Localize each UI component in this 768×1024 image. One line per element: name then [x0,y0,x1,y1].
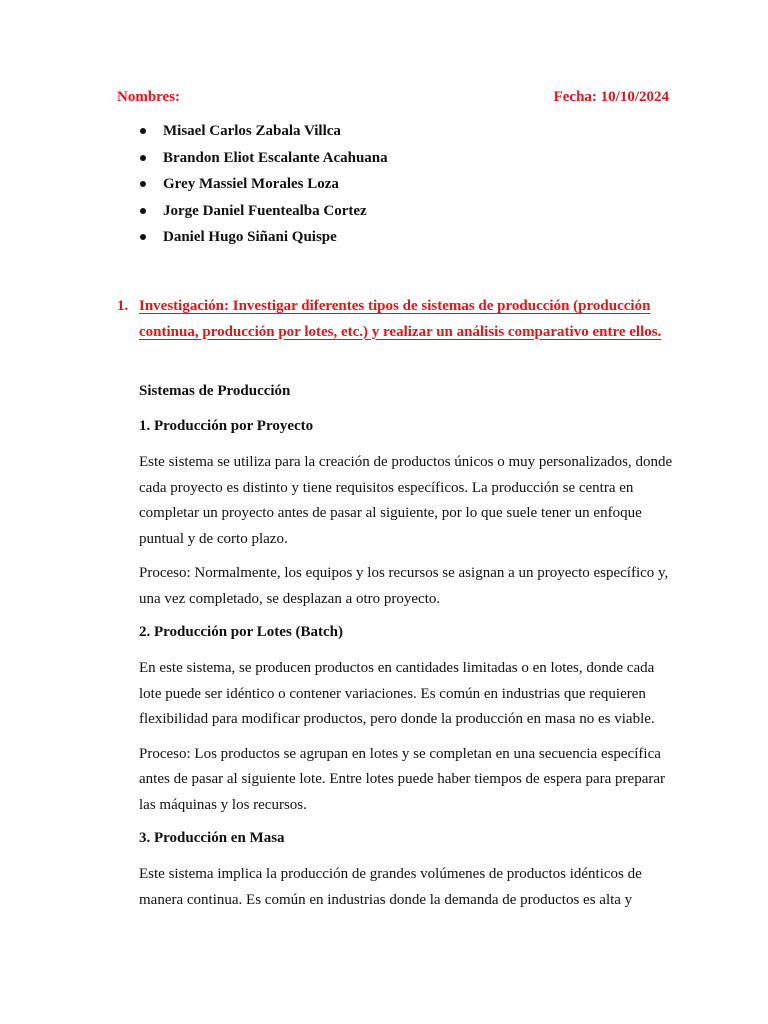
question-text: Investigación: Investigar diferentes tipos de sistemas de producción (producción continua, producción por lotes, etc.) y realizar un análisis comparativo entre ellos. [139,298,662,340]
date-label: Fecha: 10/10/2024 [553,89,669,105]
paragraph: En este sistema, se producen productos en cantidades limitadas o en lotes, donde cada lote puede ser idéntico o contener variaciones. Es común en industrias que requieren flexibilidad para modificar productos, pero donde la producción en masa no es viable. [139,660,655,727]
section-title: Sistemas de Producción [139,383,291,399]
section-heading: 3. Producción en Masa [139,830,285,846]
paragraph: Este sistema se utiliza para la creación de productos únicos o muy personalizados, donde cada proyecto es distinto y tiene requisitos específicos. La producción se centra en completar un proyecto antes de pasar al siguiente, por lo que suele tener un enfoque puntual y de corto plazo. [139,454,673,547]
question-number: 1. [117,298,129,314]
list-item: Brandon Eliot Escalante Acahuana [139,148,388,175]
paragraph: Proceso: Los productos se agrupan en lotes y se completan en una secuencia específica antes de pasar al siguiente lote. Entre lotes puede haber tiempos de espera para preparar las máquinas y los recursos. [139,745,666,813]
paragraph: Proceso: Normalmente, los equipos y los recursos se asignan a un proyecto específico y, una vez completado, se desplazan a otro proyecto. [139,565,669,607]
list-item: Grey Massiel Morales Loza [139,174,388,201]
names-label: Nombres: [117,89,181,105]
question [117,294,677,345]
list-item: Misael Carlos Zabala Villca [139,121,388,148]
header [117,88,669,106]
list-item: Jorge Daniel Fuentealba Cortez [139,201,388,228]
names-list [139,121,388,254]
list-item: Daniel Hugo Siñani Quispe [139,227,388,254]
main-content [139,380,679,913]
paragraph: Este sistema implica la producción de grandes volúmenes de productos idénticos de manera continua. Es común en industrias donde la demanda de productos es alta y [139,866,642,908]
section-heading: 1. Producción por Proyecto [139,418,314,434]
section-heading: 2. Producción por Lotes (Batch) [139,624,344,640]
